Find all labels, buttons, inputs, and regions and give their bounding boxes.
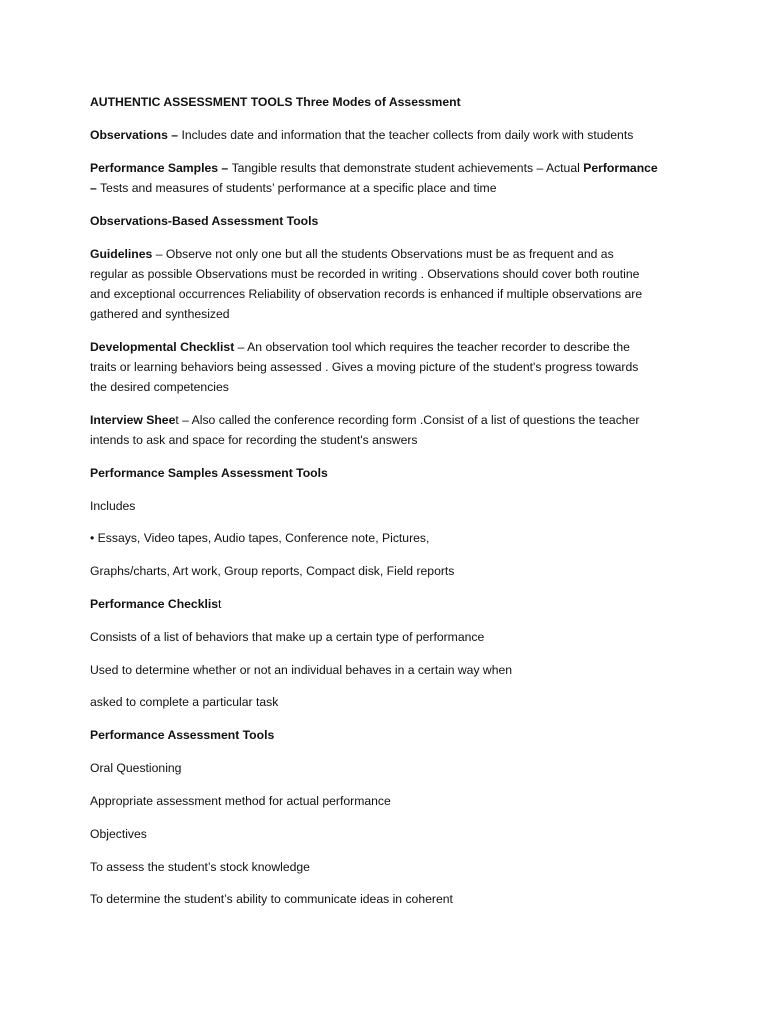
- performance-checklist-heading: [90, 594, 690, 614]
- objective-2: To determine the student’s ability to communicate ideas in coherent: [90, 892, 453, 906]
- oral-questioning-text: Oral Questioning: [90, 761, 182, 775]
- appropriate-text: Appropriate assessment method for actual performance: [90, 794, 391, 808]
- consists-text: Consists of a list of behaviors that make up a certain type of performance: [90, 630, 485, 644]
- bullet-line-2: Graphs/charts, Art work, Group reports, Compact disk, Field reports: [90, 564, 455, 578]
- performance-samples-label: Performance Samples –: [90, 161, 232, 175]
- observation-tools-heading: [90, 211, 690, 231]
- includes-text: Includes: [90, 499, 136, 513]
- interview-line-2: intends to ask and space for recording the student's answers: [90, 433, 418, 447]
- dev-checklist-text-1: – An observation tool which requires the teacher recorder to describe the: [234, 340, 630, 354]
- title-text: AUTHENTIC ASSESSMENT TOOLS Three Modes of Assessment: [90, 95, 461, 109]
- performance-tools-heading-text: Performance Assessment Tools: [90, 728, 275, 742]
- observations-text: Includes date and information that the teacher collects from daily work with students: [181, 128, 634, 142]
- guidelines-line-3: and exceptional occurrences Reliability of observation records is enhanced if multiple observations are: [90, 287, 643, 301]
- performance-label: Performance: [583, 161, 658, 175]
- dev-checklist-label: Developmental Checklist: [90, 340, 235, 354]
- dev-checklist-line-2: traits or learning behaviors being assessed . Gives a moving picture of the student's progress towards: [90, 360, 639, 374]
- bullet-line-1: • Essays, Video tapes, Audio tapes, Conference note, Pictures,: [90, 531, 430, 545]
- performance-samples-text: Tangible results that demonstrate student achievements – Actual: [231, 161, 584, 175]
- guidelines-line-4: gathered and synthesized: [90, 307, 230, 321]
- performance-samples-line-1: [90, 158, 690, 178]
- objective-1: To assess the student’s stock knowledge: [90, 860, 310, 874]
- objectives-text: Objectives: [90, 827, 147, 841]
- performance-samples-tools-heading-text: Performance Samples Assessment Tools: [90, 466, 328, 480]
- performance-text: Tests and measures of students’ performance at a specific place and time: [96, 181, 497, 195]
- performance-tools-heading: [90, 725, 690, 745]
- interview-text-1: – Also called the conference recording form .Consist of a list of questions the teacher: [178, 413, 640, 427]
- observation-tools-heading-text: Observations-Based Assessment Tools: [90, 214, 319, 228]
- observations-paragraph: [90, 125, 690, 145]
- performance-checklist-label: Performance Checklis: [90, 597, 219, 611]
- dev-checklist-line-1: [90, 337, 690, 357]
- performance-samples-tools-heading: [90, 463, 690, 483]
- observations-label: Observations –: [90, 128, 182, 142]
- guidelines-line-1: [90, 244, 690, 264]
- performance-samples-line-2: [90, 178, 690, 198]
- used-line-2: asked to complete a particular task: [90, 695, 279, 709]
- performance-checklist-label-tail: t: [218, 597, 222, 611]
- performance-dash: –: [90, 181, 97, 195]
- guidelines-label: Guidelines: [90, 247, 153, 261]
- interview-label-tail: t: [175, 413, 179, 427]
- interview-label: Interview Shee: [90, 413, 176, 427]
- dev-checklist-line-3: the desired competencies: [90, 380, 229, 394]
- document-title: [90, 92, 690, 112]
- interview-line-1: [90, 410, 690, 430]
- used-line-1: Used to determine whether or not an individual behaves in a certain way when: [90, 663, 513, 677]
- guidelines-line-2: regular as possible Observations must be recorded in writing . Observations should cover both routine: [90, 267, 640, 281]
- guidelines-text-1: – Observe not only one but all the students Observations must be as frequent and as: [152, 247, 614, 261]
